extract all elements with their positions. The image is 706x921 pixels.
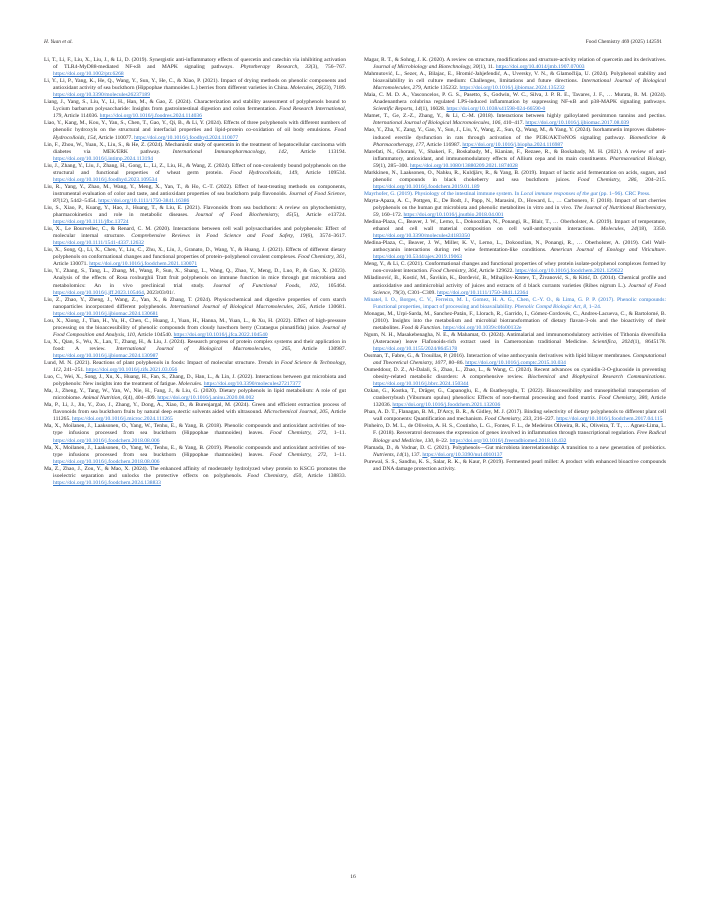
reference-text: Luo, C., Wei, X., Song, J., Xu, X., Huang, H., Fan, S., Zhang, D., Han, L., & Lin, J. (2022). Interactions between gut microbiota and polyphenols: New insights into the treatment of fatigue. [44, 374, 346, 388]
reference-volume-pages: , Article 135232. [420, 85, 460, 92]
reference-volume-pages: , Article 129622. [476, 268, 516, 275]
reference-volume-pages: , Article 132036. [373, 395, 666, 409]
doi-link[interactable]: https://doi.org/10.1016/j.microc.2024.111265 [72, 416, 173, 423]
reference-journal: Food Chemistry, 272 [269, 451, 327, 458]
reference-text: Liu, S., Xiao, P., Kuang, Y., Hao, J., Huang, T., & Liu, E. (2021). Flavonoids from sea buckthorn: A review on phytochemistry, pharmacokinetics and role in metabolic diseases. [44, 204, 346, 219]
reference-volume-pages: , Article 104540. [134, 331, 174, 338]
reference-volume-pages: (pp. 1–96). CRC Press. [597, 190, 651, 197]
reference-entry [364, 170, 666, 191]
reference-text: Maia, C. M. D. A., Vasconcelos, P. G. S., Pasetto, S., Godwin, W. C., Silva, J. P. R. E., Tavares, J. F., … Murata, R. M. (2024). Anadenanthera colubrina regulated LPS-induced inflammation by suppressing NF-κB and p38-MAPK signaling pathways. [364, 92, 666, 106]
reference-text: Ngum, N. H., Masakebenagha, N. E., & Mahamat, O. (2024). Antimalarial and immunomodulatory activities of Tithonia diversifolia (Asteraceae) leave Flafonoids-rich extract used in Cameroonian traditional Medicine. [364, 331, 666, 345]
reference-text: Markkinen, N., Laaksonen, O., Nahku, R., Kuldjärv, R., & Yang, B. (2019). Impact of lactic acid fermentation on acids, sugars, and phenolic compounds in black chokeberry and sea buckthorn juices. [364, 169, 666, 183]
reference-text: Liu, Z., Zhao, Y., Zheng, J., Wang, Z., Yan, X., & Zhang, T. (2024). Physicochemical and digestive properties of corn starch nanoparticles incorporated different polyphenols. [44, 296, 346, 310]
doi-link[interactable]: https://doi.org/10.3390/nu14010137 [422, 451, 503, 458]
reference-journal: Comprehensive Reviews in Food Science and Food Safety, 19 [131, 233, 306, 240]
reference-volume-pages: , Article 130987. [290, 345, 346, 352]
reference-text: Medina-Plaza, C., Beaver, J. W., Lerno, L., Dokoozlian, N., Ponangi, R., Blair, T., … Oberholster, A. (2019). Impact of temperature, ethanol and cell wall material composition on cell wall-anthocyanin interactions. [364, 219, 666, 233]
reference-volume-pages: , 1–11. [326, 451, 346, 458]
reference-text: Miladinović, B., Kostić, M., Šavikin, K., Đorđević, B., Mihajilov-Krstev, T., Živanović, S., & Kitić, D. (2014). Chemical profile and antioxidative and antimicrobial activity of juices and extracts of 4 black currants varieties (Ribes nigrum L.). [364, 275, 666, 289]
reference-journal: Computational and Theoretical Chemistry, 1077 [373, 352, 666, 367]
reference-volume-pages: (1), 16028. [420, 106, 447, 113]
reference-text: Pinheiro, D. M. L., de Oliveira, A. H. S., Coutinho, L. G., Fontes, F. L., de Medeiros Oliveira, R. K., Oliveira, T. T., … Agnez-Lima, L. F. (2018). Resveratrol decreases the expression of genes involved in inflammation through transcriptional regulation. [364, 423, 666, 437]
reference-entry [44, 120, 346, 141]
reference-journal: Journal of Functional Foods, 102 [213, 282, 318, 289]
reference-volume-pages: , Article 130071. [53, 254, 346, 268]
reference-volume-pages: , Article 109534. [297, 169, 346, 176]
reference-entry [364, 275, 666, 296]
reference-suffix: , 2023/03/01/. [143, 289, 175, 296]
reference-journal: The Journal of Nutritional Biochemistry, 59 [373, 204, 666, 219]
reference-volume-pages: , Article 130681. [305, 303, 346, 310]
reference-entry [364, 191, 666, 198]
reference-text: Lin, F., Zhou, W., Yuan, X., Liu, S., & He, Z. (2024). Mechanistic study of quercetin in the treatment of hepatocellular carcinoma with diabetes via MEK/ERK pathway. [44, 141, 346, 155]
page-header [44, 36, 662, 48]
doi-link[interactable]: https://doi.org/10.1016/j.foodhyd.2023.109534 [53, 176, 158, 183]
header-authors: H. Yuan et al. [44, 39, 73, 45]
reference-entry [364, 423, 666, 444]
reference-entry [44, 445, 346, 466]
reference-text: Mayrhofer, G. (2019). Physiology of the intestinal immune system. In [364, 190, 521, 197]
reference-journal: Microchemical Journal, 205 [264, 409, 328, 416]
reference-journal: Animal Nutrition, 6 [82, 395, 126, 402]
reference-journal: Scientific Reports, 14 [373, 106, 421, 113]
page-number: 16 [350, 874, 356, 880]
reference-text: Liao, Y., Kang, M., Kou, Y., Yan, S., Chen, T., Gao, Y., Qi, B., & Li, Y. (2024). Effects of three polyphenols with different numbers of phenolic hydroxyls on the structural and interfacial properties and lipid-protein co-oxidation of oil body emulsions. [44, 120, 346, 134]
doi-link[interactable]: https://doi.org/10.5344/ajev.2019.19063 [373, 254, 462, 261]
reference-journal: Food Chemistry, 450 [247, 472, 302, 479]
doi-link[interactable]: https://doi.org/10.1016/j.foodchem.2018.08.006 [53, 458, 160, 465]
reference-text: Lund, M. N. (2021). Reactions of plant polyphenols in foods: Impact of molecular structure. [44, 360, 258, 367]
reference-journal: Food Research International, 179 [53, 106, 346, 120]
reference-entry [364, 127, 666, 148]
doi-link[interactable]: https://doi.org/10.1155/2024/8645178 [373, 345, 458, 352]
reference-entry [364, 240, 666, 261]
reference-journal: International Journal of Biological Macromolecules, 279 [373, 78, 666, 92]
reference-text: Oumeddour, D. Z., Al-Dalali, S., Zhao, L., Zhao, L., & Wang, C. (2024). Recent advances on cyanidin-3-O-glucoside in preventing obesity-related metabolic disorders: A comprehensive review. [364, 367, 666, 381]
reference-journal: Biomedicine & Pharmacotherapy, 177 [373, 134, 666, 148]
doi-link[interactable]: https://doi.org/10.1016/j.freeradbiomed.2018.10.432 [449, 437, 567, 444]
reference-journal: Free Radical Biology and Medicine, 130 [373, 430, 666, 444]
doi-link[interactable]: https://doi.org/10.1016/j.ijbiomac.2024.130987 [53, 352, 159, 359]
reference-entry [364, 311, 666, 332]
doi-link[interactable]: https://doi.org/10.1016/j.ijbiomac.2024.130681 [53, 310, 159, 317]
doi-link[interactable]: https://doi.org/10.1111/1750-3841.12364 [437, 289, 529, 296]
reference-text: Mao, Y., Zha, Y., Zang, Y., Gao, Y., Sun, J., Liu, Y., Wang, Z., Sun, Q., Wang, M., & Yang, Y. (2024). Isorhamnetin improves diabetes-induced erectile dysfunction in rats through activation of the PI3K/AKT/eNOS signaling pathway. [364, 127, 666, 141]
reference-entry [44, 205, 346, 226]
doi-link[interactable]: https://doi.org/10.4014/jmb.1907.07003 [495, 64, 585, 71]
reference-journal: Journal of Food Biochemistry, 45 [195, 212, 292, 219]
reference-journal: Molecules [178, 381, 202, 388]
reference-journal: International Immunopharmacology, 142 [172, 148, 287, 155]
reference-text: Liang, J., Yang, S., Liu, Y., Li, H., Han, M., & Gao, Z. (2024). Characterization and stability assessment of polyphenols bound to Lycium barbarum polysaccharide: Insights from gastrointestinal digestion and colon fermentation. [44, 99, 346, 113]
reference-entry [44, 247, 346, 268]
reference-text: Meng, Y., & Li, C. (2021). Conformational changes and functional properties of whey protein isolate-polyphenol complexes formed by non-covalent interaction. [364, 261, 666, 275]
reference-journal: Scientifica, 2024 [592, 338, 633, 345]
reference-entry [364, 198, 666, 219]
reference-journal: Molecules, 24 [600, 226, 637, 233]
doi-link[interactable]: https://doi.org/10.1080/13880209.2021.1874028 [409, 162, 518, 169]
reference-volume-pages: (1), 137. [401, 451, 423, 458]
reference-text: Ma, J., Zheng, Y., Tang, W., Yan, W., Nie, H., Fang, J., & Liu, G. (2020). Dietary polyphenols in lipid metabolism: A role of gut microbiome. [44, 388, 346, 402]
reference-journal: Food Hydrocolloids, 149 [230, 169, 298, 176]
reference-volume-pages: . [664, 247, 666, 254]
reference-entry [364, 57, 666, 71]
reference-volume-pages: (4), 404–409. [125, 395, 158, 402]
reference-volume-pages: . [664, 374, 666, 381]
doi-link[interactable]: https://doi.org/10.1016/j.foodchem.2017.04.115 [556, 416, 663, 423]
reference-entry [44, 402, 346, 423]
reference-text: Liu, Y., Zhang, S., Tang, L., Zhang, M., Wang, P., Sun, X., Shang, L., Wang, Q., Zhao, Y., Meng, D., Luo, P., & Gao, X. (2023). Analysis of the effects of Rosa roxburghii Tratt fruit polyphenols on immune function in mice through gut microbiota and metabolomics: An in vivo preclinical trial study. [44, 268, 346, 289]
doi-link[interactable]: https://doi.org/10.1016/j.jfca.2022.104540 [173, 331, 268, 338]
doi-link[interactable]: https://doi.org/10.3390/molecules26237189 [53, 92, 150, 99]
reference-journal: Food Chemistry, 364 [429, 268, 477, 275]
reference-volume-pages: , 1–11. [326, 430, 346, 437]
reference-text: Liu, X., Song, Q., Li, X., Chen, Y., Liu, C., Zhu, X., Liu, J., Granato, D., Wang, Y., & Huang, J. (2021). Effects of different dietary polyphenols on conformational changes and functional properties of protein–polyphenol covalent complexes. [44, 247, 346, 261]
reference-journal: International Journal of Biological Macromolecules, 265 [116, 345, 291, 352]
reference-volume-pages: , Article 114036. [61, 113, 100, 120]
reference-volume-pages: , 80–86. [445, 360, 466, 367]
references-column-left [44, 57, 346, 877]
reference-volume-pages: . [440, 324, 443, 331]
reference-journal: Phenolic Compd Biologic Act, 8 [514, 303, 587, 310]
reference-journal: Pharmaceutical Biology, 59 [373, 155, 666, 169]
reference-volume-pages: (3), C301–C309. [398, 289, 438, 296]
reference-journal: Food Chemistry, 286 [577, 176, 637, 183]
reference-entry [364, 445, 666, 459]
reference-text: Minatel, I. O., Borges, C. V., Ferreira, M. I., Gomez, H. A. G., Chen, C.-Y. O., & Lima, G. P. P. (2017). Phenolic compounds: Functional properties, impact of processing and bioavailability. [364, 296, 666, 310]
reference-journal: Food Chemistry, 272 [269, 430, 327, 437]
reference-volume-pages: , Article 138833. [301, 472, 346, 479]
reference-journal: Biochemical and Biophysical Research Communications [527, 374, 665, 381]
doi-link[interactable]: https://doi.org/10.3390/molecules27217377 [203, 381, 301, 388]
reference-entry [364, 297, 666, 311]
doi-link[interactable]: https://doi.org/10.1016/j.bbrc.2024.150344 [373, 381, 469, 388]
reference-journal: Local immune responses of the gut [520, 190, 598, 197]
reference-volume-pages: , 160–172. [378, 212, 404, 219]
reference-volume-pages: , 410–417. [500, 120, 526, 127]
reference-entry [364, 71, 666, 92]
reference-entry [44, 184, 346, 205]
reference-volume-pages: (1), 11. [478, 64, 496, 71]
reference-text: Lou, X., Xiong, J., Tian, H., Yu, H., Chen, C., Huang, J., Yuan, H., Hanna, M., Yuan, L., & Xu, H. (2022). Effect of high-pressure processing on the bioaccessibility of phenolic compounds from cloudy hawthorn berry (Crataegus pinnatifida) juice. [44, 317, 346, 331]
doi-link[interactable]: https://doi.org/10.1038/s41598-024-66590-0 [446, 106, 546, 113]
doi-link[interactable]: https://doi.org/10.1002/ptr.6268 [53, 71, 124, 78]
doi-link[interactable]: https://doi.org/10.1016/j.foodchem.2019.01.189 [373, 183, 480, 190]
reference-volume-pages: , Article 113194. [286, 148, 346, 155]
reference-text: Liu, X., Le Bourvellec, C., & Renard, C. M. (2020). Interactions between cell wall polysaccharides and polyphenols: Effect of molecular internal structure. [44, 226, 346, 240]
reference-journal: Food Chemistry, 361 [297, 254, 345, 261]
doi-link[interactable]: https://doi.org/10.1111/1750-3841.16386 [98, 197, 190, 204]
reference-text: Monagas, M., Urpi-Sarda, M., Sanchez-Patán, F., Llorach, R., Garrido, I., Gómez-Cordovés, C., Andres-Lacueva, C., & Bartolomé, B. (2010). Insights into the metabolism and microbial biotransformation of dietary flavan-3-ols and the bioactivity of their metabolites. [364, 310, 666, 331]
doi-link[interactable]: https://doi.org/10.1016/j.tifs.2021.03.056 [85, 367, 178, 374]
reference-text: Lu, X., Qian, S., Wu, X., Lan, T., Zhang, H., & Liu, J. (2024). Research progress of protein complex systems and their application in food: A review. [44, 338, 346, 352]
reference-journal: Journal of Food Science, 79 [373, 282, 666, 296]
reference-volume-pages: , 241–251. [60, 367, 86, 374]
reference-text: Liu, J., Zhang, Y., Liu, J., Zhang, H., Gong, L., Li, Z., Liu, H., & Wang, Z. (2024). Effect of non-covalently bound polyphenols on the structural and functional properties of wheat germ protein. [44, 162, 346, 176]
doi-link[interactable]: https://doi.org/10.1016/j.jff.2023.105464 [53, 289, 144, 296]
reference-entry [44, 466, 346, 487]
doi-link[interactable]: https://doi.org/10.3390/molecules24183350 [373, 233, 470, 240]
reference-text: Liu, R., Yang, Y., Zhao, M., Wang, Y., Meng, X., Yan, T., & Ho, C.-T. (2022). Effect of heat-treating methods on components, instrumental evaluation of color and taste, and antioxidant properties of sea buckthorn pulp flavonoids. [44, 183, 346, 197]
reference-entry [364, 353, 666, 367]
reference-entry [44, 78, 346, 99]
doi-link[interactable]: https://doi.org/10.1016/j.foodchem.2021.129622 [515, 268, 624, 275]
reference-entry [44, 163, 346, 184]
reference-volume-pages: (23), 7189. [321, 85, 346, 92]
reference-text: Ma, X., Moilanen, J., Laaksonen, O., Yang, W., Tenhu, E., & Yang, B. (2019). Phenolic compounds and antioxidant activities of tea-type infusions processed from sea buckthorn (Hippophae rhamnoides) leaves. [44, 444, 346, 458]
reference-journal: Phytotherapy Research, 33 [240, 64, 311, 71]
reference-entry [364, 459, 666, 473]
reference-volume-pages: (5), Article e13724. [291, 212, 346, 219]
reference-journal: Nutrients, 14 [373, 451, 402, 458]
references-column-right [364, 57, 666, 877]
reference-journal: Trends in Food Science & Technology, 112 [53, 360, 346, 374]
reference-text: Magar, R. T., & Sohng, J. K. (2020). A review on structure, modifications and structure-activity relation of quercetin and its derivatives. [364, 57, 666, 63]
reference-volume-pages: , 1–24. [586, 303, 602, 310]
reference-volume-pages: , Article 116987. [423, 141, 463, 148]
doi-link[interactable]: https://doi.org/10.1016/j.ijbiomac.2024.135232 [459, 85, 565, 92]
reference-text: Marefati, N., Ghorani, V., Shakeri, F., Boskabady, M., Kianian, F., Rezaee, R., & Boskabady, M. H. (2021). A review of anti-inflammatory, antioxidant, and immunomodulatory effects of Allium cepa and its main constituents. [364, 148, 666, 162]
reference-text: Phan, A. D. T., Flanagan, B. M., D'Arcy, B. R., & Gidley, M. J. (2017). Binding selectivity of dietary polyphenols to different plant cell wall components: Quantification and mechanism. [364, 409, 666, 423]
reference-text: Li, Y., Li, P., Yang, K., He, Q., Wang, Y., Sun, Y., He, C., & Xiao, P. (2021). Impact of drying methods on phenolic components and antioxidant activity of sea buckthorn (Hippophae rhamnoides L.) berries from different varieties in China. [44, 78, 346, 92]
reference-entry [364, 113, 666, 127]
reference-text: Ossman, T., Fabre, G., & Trouillas, P. (2016). Interaction of wine anthocyanin derivatives with lipid bilayer membranes. [364, 352, 633, 359]
reference-volume-pages: (1), 8645178. [632, 338, 666, 345]
reference-entry [44, 339, 346, 360]
reference-volume-pages: , 204–215. [636, 176, 666, 183]
reference-text: Mamet, T., Ge, Z.-Z., Zhang, Y., & Li, C.-M. (2018). Interactions between highly galloylated persimmon tannins and pectins. [364, 113, 666, 120]
doi-link[interactable]: https://doi.org/10.1016/j.ijbiomac.2017.08.039 [525, 120, 630, 127]
doi-link[interactable]: https://doi.org/10.1111/jfbc.13724 [53, 219, 129, 226]
reference-entry [44, 423, 346, 444]
reference-journal: American Journal of Enology and Viticulture [550, 247, 665, 254]
doi-link[interactable]: https://doi.org/10.1016/j.foodchem.2024.138833 [53, 479, 161, 486]
doi-link[interactable]: https://doi.org/10.1016/j.foodchem.2021.132036 [392, 402, 501, 409]
reference-journal: Food Chemistry, 380 [598, 395, 648, 402]
reference-text: Ozkan, G., Kostka, T., Dräger, G., Capanoglu, E., & Esatbeyoglu, T. (2022). Bioaccessibility and transepithelial transportation of cranberrybush (Viburnum opulus) phenolics: Effects of non-thermal processing and food matrix. [364, 388, 666, 402]
reference-entry [44, 297, 346, 318]
reference-entry [364, 332, 666, 353]
reference-text: Plamada, D., & Vodnar, D. C. (2021). Polyphenols—Gut microbiota interrelationship: A transition to a new generation of prebiotics. [364, 444, 666, 451]
reference-journal: Journal of Microbiology and Biotechnology, 30 [373, 64, 479, 71]
reference-journal: Journal of Food Science, 87 [53, 190, 346, 204]
reference-entry [44, 226, 346, 247]
doi-link[interactable]: https://doi.org/10.1016/j.foodchem.2018.08.006 [53, 437, 160, 444]
header-journal: Food Chemistry 469 (2025) 142591 [585, 39, 662, 45]
reference-volume-pages: (6), 3574–3617. [305, 233, 346, 240]
reference-text: Mahmutović, L., Sezer, A., Bilajac, E., Hromić-Jahjefendić, A., Uversky, V. N., & Glamočlija, U. (2024). Polyphenol stability and bioavailability in cell culture medium: Challenges, limitations and future directions. [364, 71, 666, 85]
reference-entry [44, 318, 346, 339]
reference-text: Medina-Plaza, C., Beaver, J. W., Miller, K. V., Lerno, L., Dokoozlian, N., Ponangi, R., … Oberholster, A. (2019). Cell Wall-anthocyanin interactions during red wine fermentation-like conditions. [364, 240, 666, 254]
reference-entry [44, 268, 346, 296]
reference-journal: Molecules, 26 [290, 85, 322, 92]
reference-volume-pages: , 8–22. [433, 437, 450, 444]
reference-journal: Journal of Food Composition and Analysis, 110 [53, 324, 346, 338]
reference-text: Mayta-Apaza, A. C., Pottgen, E., De Bodt, J., Papp, N., Marasini, D., Howard, L., … Carbonero, F. (2018). Impact of tart cherries polyphenols on the human gut microbiota and phenolic metabolites in vitro and in vivo. [364, 197, 666, 211]
reference-entry [44, 374, 346, 388]
doi-link[interactable]: https://doi.org/10.1016/j.aninu.2020.08.002 [157, 395, 254, 402]
doi-link[interactable]: https://doi.org/10.1016/j.foodres.2024.114036 [99, 113, 202, 120]
reference-volume-pages: , 216–227. [531, 416, 557, 423]
reference-text: Ma, Z., Zhao, J., Zou, Y., & Mao, X. (2024). The enhanced affinity of moderately hydrolyzed whey protein to KSCG promotes the isoelectric separation and unlocks the protective effects on polyphenols. [44, 465, 346, 479]
reference-volume-pages: (18), 3350. [636, 226, 666, 233]
reference-volume-pages: (3), 756–767. [310, 64, 346, 71]
reference-entry [44, 99, 346, 120]
reference-entry [364, 409, 666, 423]
doi-link[interactable]: https://doi.org/10.1016/j.biopha.2024.116987 [462, 141, 563, 148]
reference-entry [364, 92, 666, 113]
doi-link[interactable]: https://doi.org/10.1016/j.comptc.2015.10.034 [465, 360, 566, 367]
reference-text: Purewal, S. S., Sandhu, K. S., Salar, R. K., & Kaur, P. (2019). Fermented pearl millet: A product with enhanced bioactive compounds and DNA damage protection activity. [364, 458, 666, 472]
reference-volume-pages: , Article 111265. [53, 409, 346, 423]
reference-entry [44, 388, 346, 402]
doi-link[interactable]: https://doi.org/10.1111/1541-4337.12632 [53, 240, 144, 247]
reference-entry [44, 57, 346, 78]
reference-entry [44, 142, 346, 163]
doi-link[interactable]: https://doi.org/10.1016/j.intimp.2024.113194 [53, 155, 154, 162]
reference-text: Li, T., Li, F., Liu, X., Liu, J., & Li, D. (2019). Synergistic anti-inflammatory effects of quercetin and catechin via inhibiting activation of TLR4-MyD88-mediated NF-κB and MAPK signaling pathways. [44, 57, 346, 71]
reference-volume-pages: , 105464. [317, 282, 346, 289]
reference-journal: International Journal of Biological Macromolecules, 106 [373, 120, 501, 127]
reference-journal: International Journal of Biological Macromolecules, 265 [170, 303, 306, 310]
reference-entry [364, 219, 666, 240]
reference-volume-pages: . [201, 381, 204, 388]
reference-entry [364, 367, 666, 388]
reference-journal: Food Hydrocolloids, 154 [53, 127, 346, 141]
reference-volume-pages: (12), 5442–5454. [58, 197, 99, 204]
reference-entry [364, 149, 666, 170]
reference-entry [44, 360, 346, 374]
doi-link[interactable]: https://doi.org/10.1016/j.foodhyd.2024.110077 [134, 134, 239, 141]
reference-entry [364, 261, 666, 275]
reference-text: Ma, X., Moilanen, J., Laaksonen, O., Yang, W., Tenhu, E., & Yang, B. (2018). Phenolic compounds and antioxidant activities of tea-type infusions processed from sea buckthorn (Hippophae rhamnoides) leaves. [44, 423, 346, 437]
doi-link[interactable]: https://doi.org/10.1016/j.foodchem.2021.130071 [89, 261, 198, 268]
doi-link[interactable]: https://doi.org/10.1039/c0fo00132e [442, 324, 522, 331]
reference-journal: Food Chemistry, 233 [484, 416, 532, 423]
reference-journal: Food & Function [401, 324, 441, 331]
reference-volume-pages: , Article 110077. [95, 134, 135, 141]
reference-volume-pages: (1), 285–300. [378, 162, 410, 169]
reference-text: Ma, P., Li, J., Jin, Y., Zuo, J., Zhang, Y., Dong, A., Xiao, D., & Burenjargal, M. (2024). Green and efficient extraction process of flavonoids from sea buckthorn fruits by natural deep eutectic solvents aided with ultrasound. [44, 402, 346, 416]
reference-entry [364, 388, 666, 409]
doi-link[interactable]: https://doi.org/10.1016/j.jnutbio.2018.04.001 [403, 212, 504, 219]
